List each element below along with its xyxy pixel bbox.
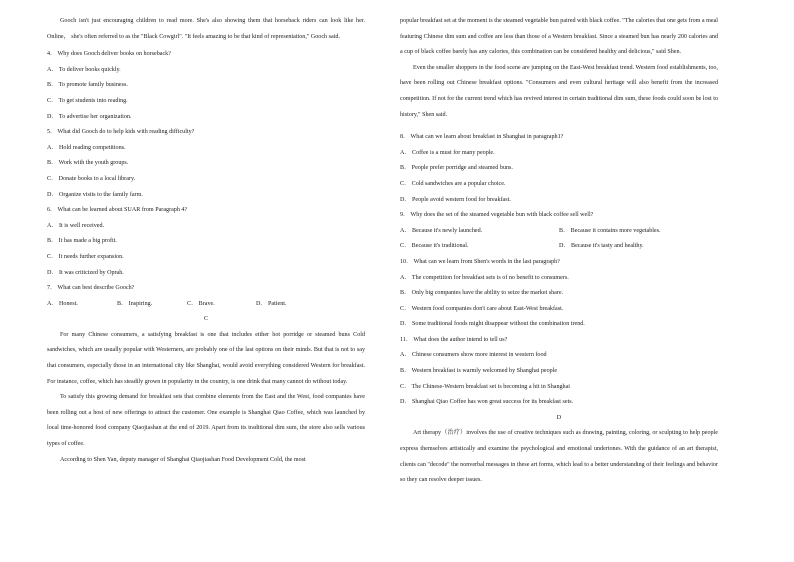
option: B． Inspiring.	[117, 300, 153, 307]
passage-c-paragraph-1: For many Chinese consumers, a satisfying breakfast is one that includes either hot porridge or steamed buns Cold sandwiches, which are usually popular with Westerners, are probably one of the last options on their minds. But that is not to say that consumers, especially those in an international city like Shanghai, would avoid everything considered Western for breakfast. For instance, coffee, which has steadily grown in popularity in the country, is one drink that many cannot do without today.	[47, 331, 365, 385]
question-stem: 5． What did Gooch do to help kids with reading difficulty?	[47, 129, 195, 136]
option: C． It needs further expansion.	[47, 253, 124, 260]
option: B． Because it contains more vegetables.	[559, 227, 661, 234]
option: B． People prefer porridge and steamed buns.	[400, 165, 513, 172]
option: C． Donate books to a local library.	[47, 175, 136, 182]
question-stem: 4． Why does Gooch deliver books on horseback?	[47, 51, 171, 58]
option: B． Work with the youth groups.	[47, 160, 129, 167]
question-10	[400, 255, 718, 333]
section-heading-c: C	[203, 316, 209, 323]
option-row	[400, 224, 718, 240]
option: C． The Chinese-Western breakfast set is becoming a hit in Shanghai	[400, 383, 570, 390]
option: A． The competition for breakfast sets is of no benefit to consumers.	[400, 274, 569, 281]
option: D． It was criticized by Oprah.	[47, 269, 124, 276]
option: D． Some traditional foods might disappear without the combination trend.	[400, 321, 585, 328]
question-11	[400, 333, 718, 411]
question-4	[47, 47, 365, 125]
option: A． Chinese consumers show more interest in western food	[400, 352, 547, 359]
option: D． Shanghai Qiao Coffee has won great success for its breakfast sets.	[400, 399, 574, 406]
question-stem: 7． What can best describe Gooch?	[47, 285, 135, 292]
question-5	[47, 125, 365, 203]
question-stem: 11． What does the author intend to tell us?	[400, 336, 508, 343]
question-6	[47, 203, 365, 281]
option: D． To advertise her organization.	[47, 113, 132, 120]
option: D． People avoid western food for breakfast.	[400, 196, 511, 203]
right-column	[400, 14, 718, 489]
option: C． Because it's traditional.	[400, 243, 469, 250]
option: A． Because it's newly launched.	[400, 227, 483, 234]
option: C． Western food companies don't care about East-West breakfast.	[400, 305, 564, 312]
option: D． Organize visits to the family farm.	[47, 191, 143, 198]
option: D． Because it's tasty and healthy.	[559, 243, 644, 250]
option: B． Only big companies have the ability to seize the market share.	[400, 290, 564, 297]
question-stem: 8． What can we learn about breakfast in Shanghai in paragraph1?	[400, 134, 564, 141]
option: D． Patient.	[256, 300, 287, 307]
option: A． Honest.	[47, 300, 78, 307]
question-7	[47, 281, 365, 312]
option: B． Western breakfast is warmly welcomed by Shanghai people	[400, 368, 558, 375]
option: C． Brave.	[187, 300, 215, 307]
option: A． Coffee is a must for many people.	[400, 149, 495, 156]
option: A． Hold reading competitions.	[47, 144, 126, 151]
question-9	[400, 208, 718, 255]
question-stem: 6． What can be learned about SUAR from Paragraph 4?	[47, 207, 188, 214]
passage-c-paragraph-2: To satisfy this growing demand for breakfast sets that combine elements from the East and the West, food companies have been rolling out a host of new offerings to attract the customer. One example is Shanghai Qiao Coffee, which was launched by local time-honored food company Qiaojiashan at the end of 2019. Apart from its traditional dim sum, the store also sells various types of coffee.	[47, 394, 365, 448]
question-stem: 9． Why does the set of the steamed vegetable bun with black coffee sell well?	[400, 212, 594, 219]
option: B． To promote family business.	[47, 82, 128, 89]
option: A． It is well received.	[47, 222, 105, 229]
intro-paragraph: Gooch isn't just encouraging children to read more. She's also showing them that horseback riders can look like her. Online， she's often referred to as the "Black Cowgirl". "It feels amazing to be that kind of representation," Gooch said.	[47, 18, 365, 40]
passage-c-paragraph-3-cont: popular breakfast set at the moment is the steamed vegetable bun paired with black coffee. "The calories that one gets from a meal featuring Chinese dim sum and coffee are less than those of a Western breakfast. Since a steamed bun has nearly 200 calories and a cup of black coffee barely has any calories, this combination can be considered healthy and delicious," said Shen.	[400, 18, 718, 56]
passage-c-paragraph-3: According to Shen Yan, deputy manager of Shanghai Qiaojiashan Food Development Cold, the most	[60, 456, 306, 463]
option: B． It has made a big profit.	[47, 238, 117, 245]
question-stem: 10． What can we learn from Shen's words in the last paragraph?	[400, 258, 560, 265]
passage-d-paragraph-1: Art therapy（治疗）involves the use of creative techniques such as drawing, painting, coloring, or sculpting to help people express themselves artistically and examine the psychological and emotional undertones. With the guidance of an art therapist, clients can "decode" the nonverbal messages in these art forms, which lead to a better understanding of their feelings and behavior so they can resolve deeper issues.	[400, 430, 718, 484]
section-heading-d: D	[556, 414, 562, 421]
option: A． To deliver books quickly.	[47, 66, 121, 73]
option-row	[400, 239, 718, 255]
option: C． Cold sandwiches are a popular choice.	[400, 180, 506, 187]
passage-c-paragraph-4: Even the smaller shoppers in the food scene are jumping on the East-West breakfast trend. Western food establishments, too, have been rolling out Chinese breakfast options. "Consumers and even cultural heritage will also benefit from the increased competition. If not for the current trend which has revived interest in certain traditional dim sum, these foods could soon be lost to history," Shen said.	[400, 64, 718, 118]
left-column	[47, 14, 365, 468]
option-row	[47, 297, 365, 313]
option: C． To get students into reading.	[47, 97, 128, 104]
spacer	[400, 123, 718, 130]
question-8	[400, 130, 718, 208]
